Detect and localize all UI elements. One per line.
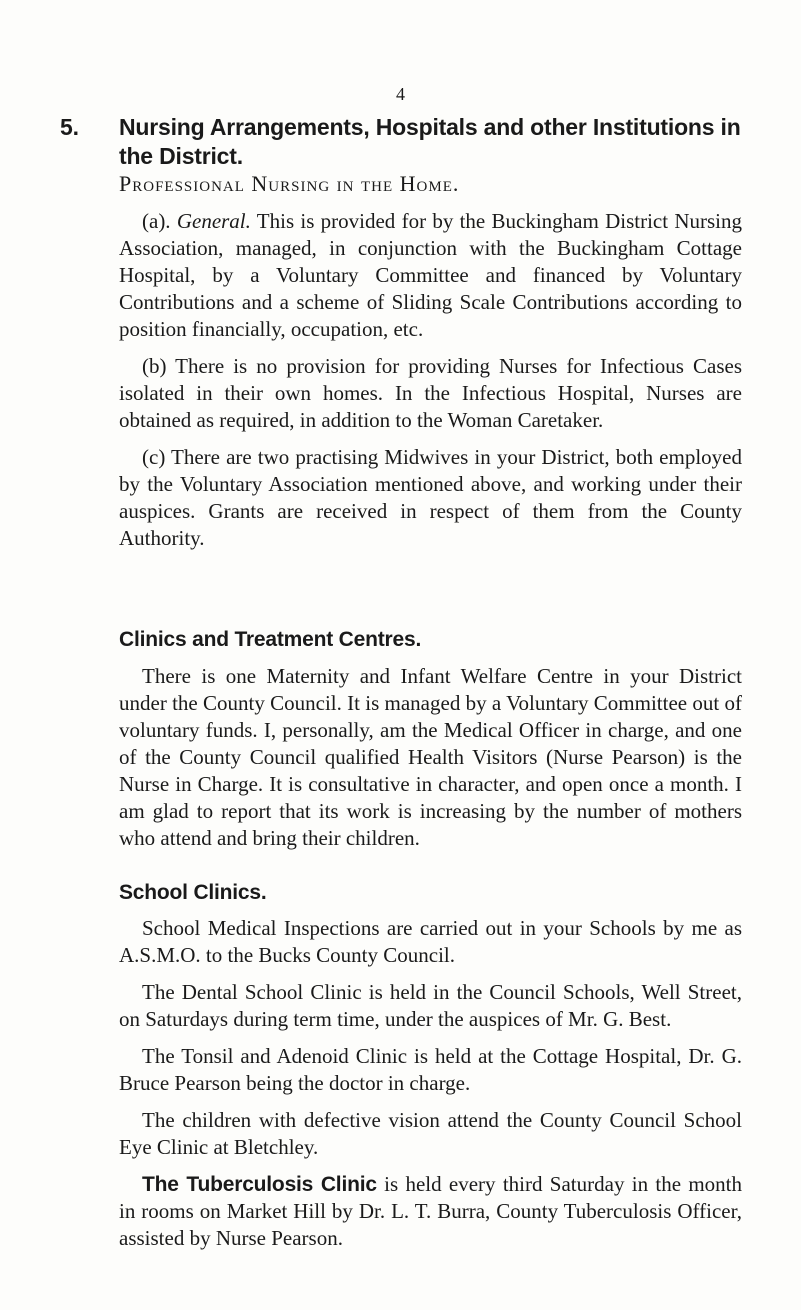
section-title: Nursing Arrangements, Hospitals and other Institutions in the District. — [119, 114, 741, 169]
paragraph-c: (c) There are two practising Midwives in your District, both employed by the Voluntary Association mentioned above, and working under their auspices. Grants are received in respect of them from the County Authority. — [119, 445, 742, 550]
clinics-heading: Clinics and Treatment Centres. — [119, 628, 422, 651]
clinics-section — [119, 627, 742, 852]
paragraph-a-label: (a). — [142, 209, 171, 233]
tuberculosis-text: is held every third Saturday in the month in rooms on Market Hill by Dr. L. T. Burra, County Tuberculosis Officer, assisted by Nurse Pearson. — [119, 1172, 743, 1250]
paragraph-a — [119, 208, 742, 343]
tuberculosis-heading: The Tuberculosis Clinic — [142, 1173, 377, 1196]
school-clinics-paragraph-1: School Medical Inspections are carried out in your Schools by me as A.S.M.O. to the Bucks County Council. — [119, 916, 742, 967]
section-number: 5. — [60, 114, 79, 140]
school-clinics-paragraph-2: The Dental School Clinic is held in the Council Schools, Well Street, on Saturdays during term time, under the auspices of Mr. G. Best. — [119, 980, 742, 1031]
page-number: 4 — [396, 84, 405, 104]
tuberculosis-paragraph — [119, 1171, 742, 1252]
paragraph-a-italic: General. — [176, 209, 251, 233]
school-clinics-heading: School Clinics. — [119, 881, 267, 904]
school-clinics-section — [119, 880, 742, 1252]
school-clinics-paragraph-4: The children with defective vision attend the County Council School Eye Clinic at Bletchley. — [119, 1108, 742, 1159]
section-heading — [60, 113, 760, 171]
professional-nursing-section — [119, 170, 742, 552]
school-clinics-paragraph-3: The Tonsil and Adenoid Clinic is held at the Cottage Hospital, Dr. G. Bruce Pearson being the doctor in charge. — [119, 1044, 742, 1095]
clinics-paragraph: There is one Maternity and Infant Welfare Centre in your District under the County Council. It is managed by a Voluntary Committee out of voluntary funds. I, personally, am the Medical Officer in charge, and one of the County Council qualified Health Visitors (Nurse Pearson) is the Nurse in Charge. It is consultative in character, and open once a month. I am glad to report that its work is increasing by the number of mothers who attend and bring their children. — [119, 664, 742, 850]
professional-nursing-heading: Professional Nursing in the Home. — [119, 171, 460, 196]
paragraph-b: (b) There is no provision for providing Nurses for Infectious Cases isolated in their own homes. In the Infectious Hospital, Nurses are obtained as required, in addition to the Woman Caretaker. — [119, 354, 742, 432]
paragraph-a-text: This is provided for by the Buckingham District Nursing Association, managed, in conjunction with the Buckingham Cottage Hospital, by a Voluntary Committee and financed by Voluntary Contributions and a scheme of Sliding Scale Contributions according to position financially, occupation, etc. — [119, 209, 743, 341]
